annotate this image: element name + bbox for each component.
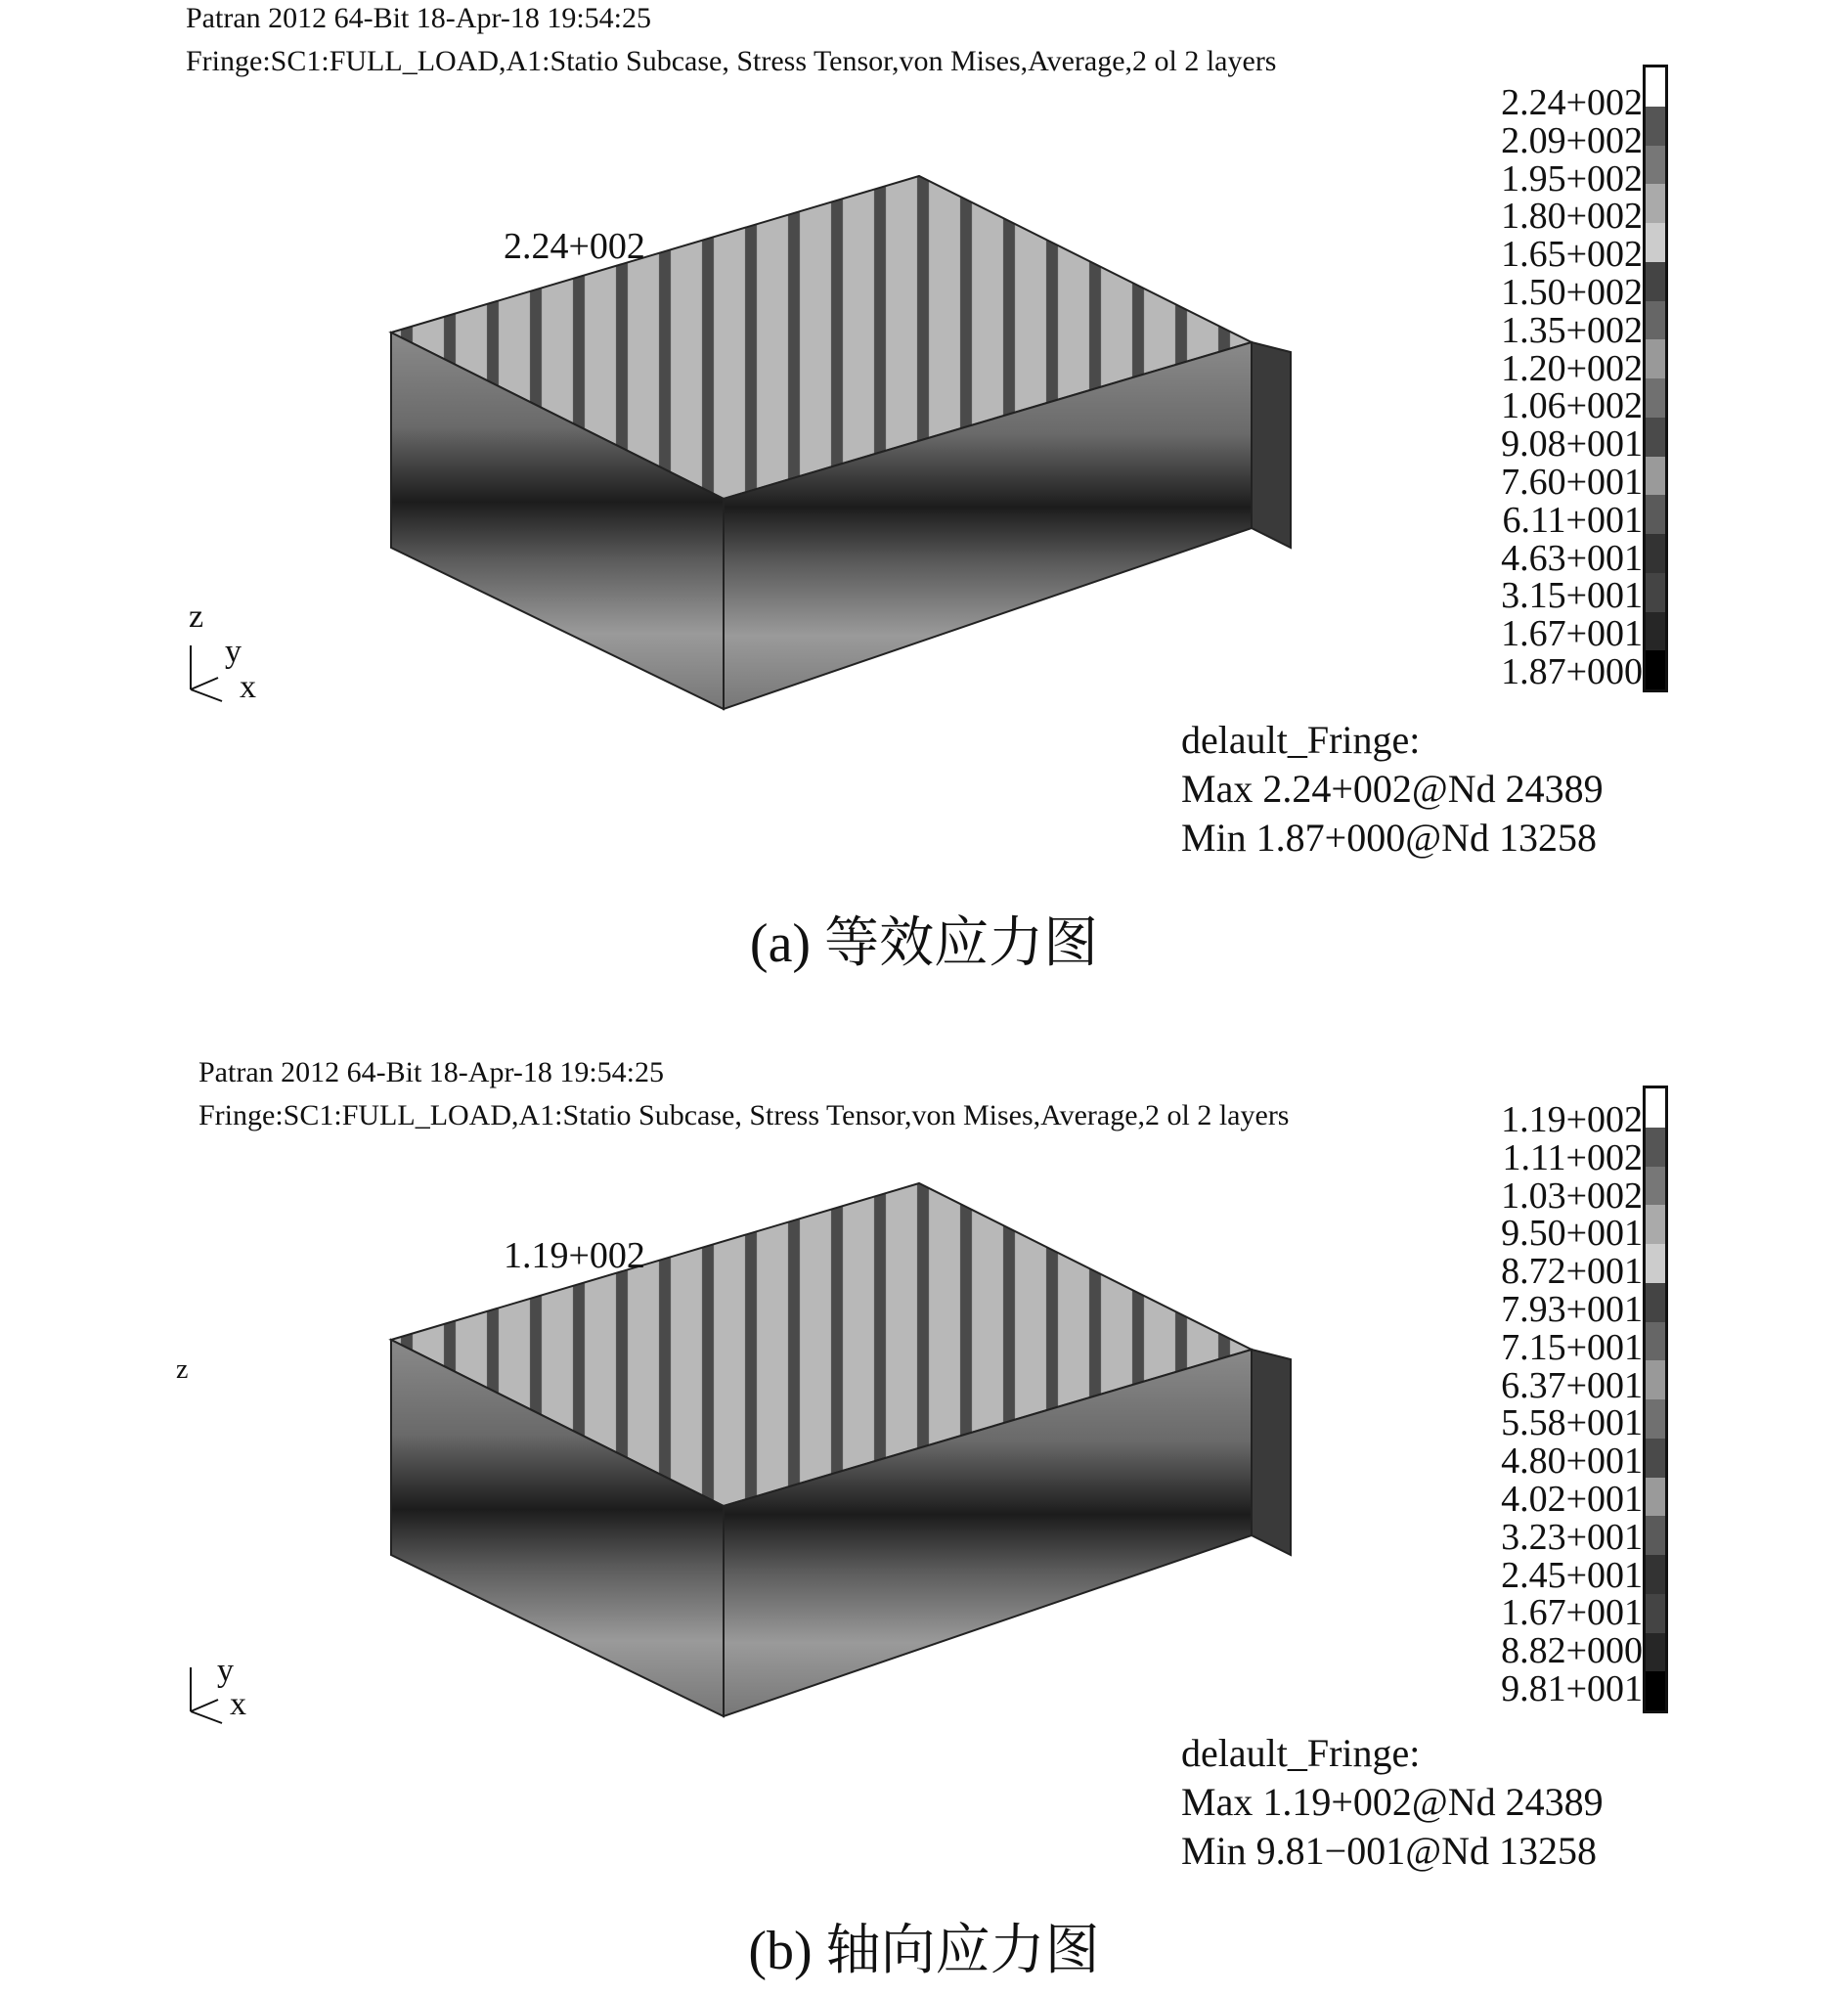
axis-label-x: x xyxy=(230,1686,246,1722)
legend-value-label: 9.81+001 xyxy=(1501,1668,1643,1709)
legend-color-swatch xyxy=(1646,1516,1665,1555)
legend-color-swatch xyxy=(1646,1283,1665,1322)
min-value-line: Min 9.81−001@Nd 13258 xyxy=(1181,1829,1597,1873)
legend-value-label: 5.58+001 xyxy=(1501,1402,1643,1444)
header-line-2: Fringe:SC1:FULL_LOAD,A1:Statio Subcase, Stress Tensor,von Mises,Average,2 ol 2 layers xyxy=(198,1099,1290,1131)
legend-color-swatch xyxy=(1646,1439,1665,1478)
peak-value-label: 1.19+002 xyxy=(504,1235,645,1276)
legend-value-label: 6.37+001 xyxy=(1501,1364,1643,1406)
legend-value-label: 1.67+001 xyxy=(1501,1592,1643,1634)
legend-value-label: 4.63+001 xyxy=(1501,537,1643,579)
color-legend-bar xyxy=(1643,1086,1668,1713)
legend-color-swatch xyxy=(1646,495,1665,534)
legend-color-swatch xyxy=(1646,1633,1665,1672)
stress-plot-panel-a xyxy=(0,0,1848,978)
legend-color-swatch xyxy=(1646,1167,1665,1206)
legend-value-label: 1.19+002 xyxy=(1501,1099,1643,1140)
legend-value-label: 1.20+002 xyxy=(1501,347,1643,389)
legend-value-label: 1.03+002 xyxy=(1501,1175,1643,1217)
legend-value-label: 7.93+001 xyxy=(1501,1289,1643,1330)
header-line-1: Patran 2012 64-Bit 18-Apr-18 19:54:25 xyxy=(186,2,652,34)
fringe-title: delault_Fringe: xyxy=(1181,718,1421,762)
legend-value-label: 3.15+001 xyxy=(1501,575,1643,617)
axis-label-y: y xyxy=(217,1653,234,1689)
legend-value-label: 1.80+002 xyxy=(1501,196,1643,238)
legend-color-swatch xyxy=(1646,1205,1665,1244)
legend-value-label: 1.95+002 xyxy=(1501,157,1643,200)
peak-value-label: 2.24+002 xyxy=(504,226,645,267)
legend-value-label: 9.08+001 xyxy=(1501,423,1643,466)
legend-color-swatch xyxy=(1646,339,1665,378)
legend-value-label: 7.15+001 xyxy=(1501,1326,1643,1368)
legend-value-label: 2.24+002 xyxy=(1501,82,1643,123)
legend-color-swatch xyxy=(1646,1128,1665,1167)
axis-label-x: x xyxy=(240,669,256,705)
legend-color-swatch xyxy=(1646,107,1665,146)
legend-value-label: 1.35+002 xyxy=(1501,309,1643,351)
legend-value-label: 3.23+001 xyxy=(1501,1516,1643,1558)
legend-color-swatch xyxy=(1646,1399,1665,1439)
legend-color-swatch xyxy=(1646,1555,1665,1594)
legend-value-label: 1.11+002 xyxy=(1502,1136,1643,1178)
legend-color-swatch xyxy=(1646,534,1665,573)
axis-label-y: y xyxy=(225,634,242,670)
legend-color-swatch xyxy=(1646,573,1665,612)
legend-color-swatch xyxy=(1646,418,1665,457)
color-legend-labels xyxy=(1457,1101,1643,1707)
stress-plot-panel-b xyxy=(0,1017,1848,1995)
legend-color-swatch xyxy=(1646,378,1665,418)
model-end-face xyxy=(1252,342,1291,548)
legend-value-label: 7.60+001 xyxy=(1501,462,1643,503)
legend-value-label: 9.50+001 xyxy=(1501,1213,1643,1255)
legend-value-label: 1.67+001 xyxy=(1501,613,1643,655)
legend-color-swatch xyxy=(1646,650,1665,689)
legend-color-swatch xyxy=(1646,1244,1665,1283)
header-line-1: Patran 2012 64-Bit 18-Apr-18 19:54:25 xyxy=(198,1056,665,1088)
legend-color-swatch xyxy=(1646,301,1665,340)
legend-value-label: 1.65+002 xyxy=(1501,234,1643,276)
legend-value-label: 2.45+001 xyxy=(1501,1554,1643,1596)
legend-color-swatch xyxy=(1646,1478,1665,1517)
color-legend-bar xyxy=(1643,65,1668,692)
legend-color-swatch xyxy=(1646,1594,1665,1633)
legend-color-swatch xyxy=(1646,1671,1665,1710)
legend-color-swatch xyxy=(1646,1360,1665,1399)
fringe-title: delault_Fringe: xyxy=(1181,1731,1421,1775)
legend-value-label: 8.82+000 xyxy=(1501,1630,1643,1672)
legend-color-swatch xyxy=(1646,262,1665,301)
legend-color-swatch xyxy=(1646,184,1665,223)
color-legend-labels xyxy=(1457,84,1643,690)
legend-value-label: 8.72+001 xyxy=(1501,1251,1643,1293)
header-line-2: Fringe:SC1:FULL_LOAD,A1:Statio Subcase, Stress Tensor,von Mises,Average,2 ol 2 layers xyxy=(186,45,1277,77)
legend-value-label: 1.87+000 xyxy=(1501,651,1643,692)
legend-value-label: 4.80+001 xyxy=(1501,1441,1643,1483)
legend-value-label: 4.02+001 xyxy=(1501,1479,1643,1520)
legend-color-swatch xyxy=(1646,146,1665,185)
model-end-face xyxy=(1252,1350,1291,1555)
legend-color-swatch xyxy=(1646,67,1665,107)
legend-value-label: 1.06+002 xyxy=(1501,385,1643,427)
legend-color-swatch xyxy=(1646,612,1665,651)
max-value-line: Max 1.19+002@Nd 24389 xyxy=(1181,1780,1604,1824)
legend-color-swatch xyxy=(1646,223,1665,262)
figure-caption: (a) 等效应力图 xyxy=(749,913,1099,974)
legend-value-label: 6.11+001 xyxy=(1502,499,1643,541)
axis-label-z: z xyxy=(189,598,204,635)
legend-color-swatch xyxy=(1646,457,1665,496)
legend-color-swatch xyxy=(1646,1088,1665,1128)
max-value-line: Max 2.24+002@Nd 24389 xyxy=(1181,767,1604,811)
min-value-line: Min 1.87+000@Nd 13258 xyxy=(1181,816,1597,860)
figure-caption: (b) 轴向应力图 xyxy=(748,1921,1100,1981)
axis-label-z: z xyxy=(176,1354,189,1385)
legend-value-label: 1.50+002 xyxy=(1501,272,1643,313)
legend-value-label: 2.09+002 xyxy=(1501,119,1643,161)
legend-color-swatch xyxy=(1646,1322,1665,1361)
